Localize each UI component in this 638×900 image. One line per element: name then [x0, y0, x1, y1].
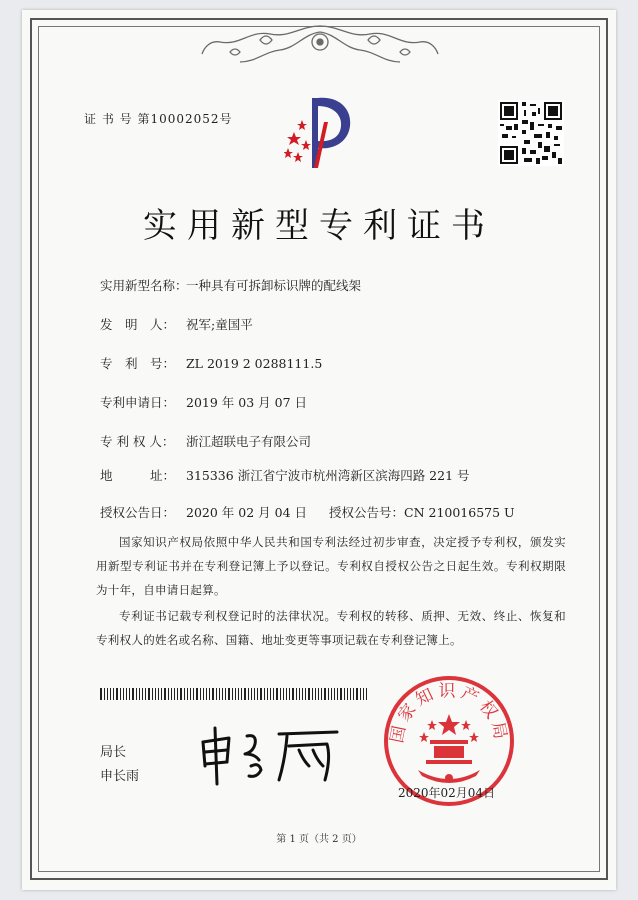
seal-date: 2020年02月04日	[398, 786, 496, 800]
page-number: 第 1 页（共 2 页）	[276, 834, 362, 845]
signatory-title: 局长	[100, 745, 127, 760]
field-label: 专 利 权 人：	[100, 434, 175, 449]
field-label: 授权公告日：	[100, 505, 176, 520]
field-label: 发 明 人：	[100, 317, 176, 332]
field-value: 浙江超联电子有限公司	[186, 434, 312, 449]
field-patentee	[100, 432, 311, 450]
field-value: 一种具有可拆卸标识牌的配线架	[186, 278, 362, 293]
field-application-date	[100, 393, 307, 411]
grant-number: CN 210016575 U	[404, 505, 515, 520]
barcode-icon	[100, 688, 370, 700]
certificate-number: 证 书 号 第10002052号	[84, 112, 233, 126]
grant-date: 2020 年 02 月 04 日	[186, 505, 307, 520]
handwritten-signature	[195, 722, 345, 786]
field-inventors	[100, 315, 253, 333]
paragraph-legal-status: 专利证书记载专利权登记时的法律状况。专利权的转移、质押、无效、终止、恢复和专利权人的姓名或名称、国籍、地址变更等事项记载在专利登记簿上。	[96, 609, 566, 647]
field-label: 实用新型名称：	[100, 278, 188, 293]
field-grant-announcement	[100, 503, 515, 521]
field-label: 地 址：	[100, 468, 176, 483]
seal-text: 国家知识产权局	[387, 681, 511, 745]
field-value: 祝军;童国平	[186, 317, 253, 332]
field-label: 专 利 号：	[100, 356, 176, 371]
top-ornament	[200, 20, 440, 72]
field-utility-model-name	[100, 276, 361, 294]
svg-text:国家知识产权局	[387, 681, 511, 744]
paragraph-grant: 国家知识产权局依照中华人民共和国专利法经过初步审查，决定授予专利权，颁发实用新型专利证书并在专利登记簿上予以登记。专利权自授权公告之日起生效。专利权期限为十年，自申请日起算。	[96, 535, 566, 597]
field-value: ZL 2019 2 0288111.5	[186, 356, 323, 371]
page-title: 实用新型专利证书	[143, 206, 495, 246]
field-value: 2019 年 03 月 07 日	[186, 395, 307, 410]
qr-code-icon	[498, 100, 564, 166]
signatory-name: 申长雨	[100, 769, 140, 784]
field-address	[100, 466, 470, 484]
cnipa-logo-icon	[284, 92, 354, 172]
field-patent-number	[100, 354, 322, 372]
field-value: 315336 浙江省宁波市杭州湾新区滨海四路 221 号	[186, 468, 470, 483]
field-label: 专利申请日：	[100, 395, 176, 410]
grant-number-label: 授权公告号：	[329, 505, 405, 520]
